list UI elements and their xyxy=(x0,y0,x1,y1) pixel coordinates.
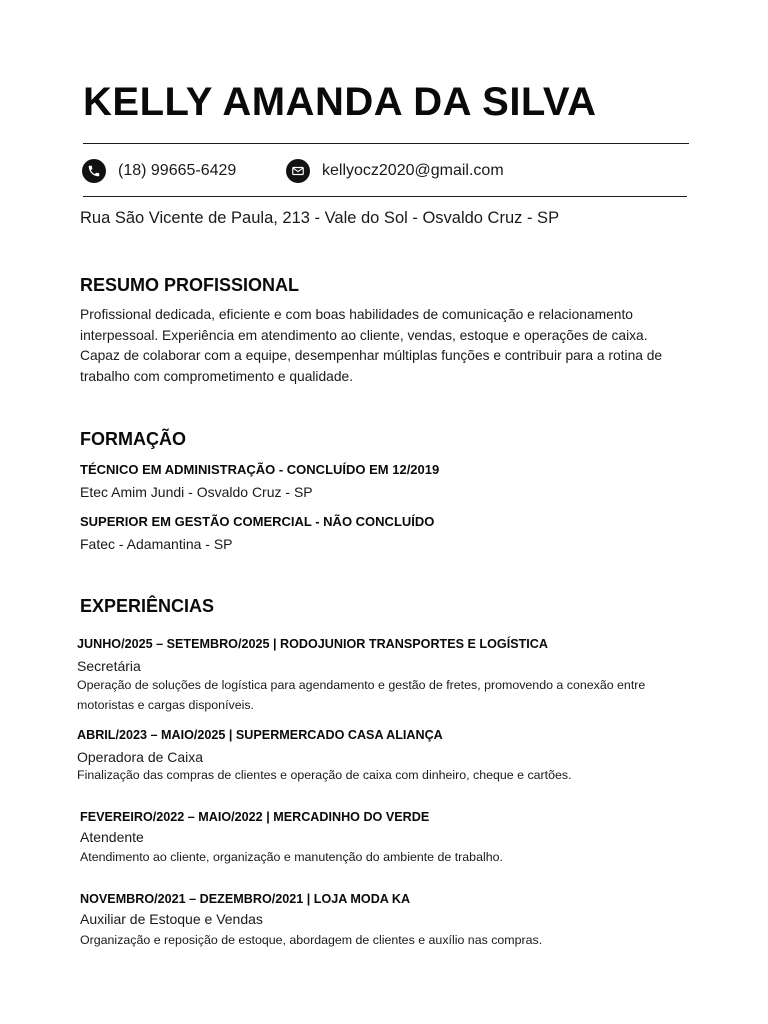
experience-heading: ABRIL/2023 – MAIO/2025 | SUPERMERCADO CASA ALIANÇA xyxy=(77,728,443,742)
contact-email xyxy=(286,159,504,183)
envelope-icon xyxy=(286,159,310,183)
experience-heading: FEVEREIRO/2022 – MAIO/2022 | MERCADINHO DO VERDE xyxy=(80,810,430,824)
education-title: FORMAÇÃO xyxy=(80,429,186,449)
experience-description: Operação de soluções de logística para agendamento e gestão de fretes, promovendo a conexão entre motoristas e cargas disponíveis. xyxy=(77,678,646,712)
experience-heading: JUNHO/2025 – SETEMBRO/2025 | RODOJUNIOR TRANSPORTES E LOGÍSTICA xyxy=(77,637,548,651)
header-divider-bottom xyxy=(83,196,687,197)
education-institution: Fatec - Adamantina - SP xyxy=(80,536,233,552)
education-course: TÉCNICO EM ADMINISTRAÇÃO - CONCLUÍDO EM 12/2019 xyxy=(80,462,440,477)
experience-description: Atendimento ao cliente, organização e manutenção do ambiente de trabalho. xyxy=(80,850,503,864)
address: Rua São Vicente de Paula, 213 - Vale do Sol - Osvaldo Cruz - SP xyxy=(80,209,560,227)
candidate-name: KELLY AMANDA DA SILVA xyxy=(83,80,597,124)
summary-text: Profissional dedicada, eficiente e com boas habilidades de comunicação e relacionamento interpessoal. Experiência em atendimento ao cliente, vendas, estoque e operações de caixa. Capaz de colaborar com a equipe, desempenhar múltiplas funções e contribuir para a rotina de trabalho com comprometimento e qualidade. xyxy=(80,307,663,384)
summary-title: RESUMO PROFISSIONAL xyxy=(80,275,300,295)
experience-title: EXPERIÊNCIAS xyxy=(80,596,215,616)
phone-icon xyxy=(82,159,106,183)
education-course: SUPERIOR EM GESTÃO COMERCIAL - NÃO CONCLUÍDO xyxy=(80,514,435,529)
experience-heading: NOVEMBRO/2021 – DEZEMBRO/2021 | LOJA MODA KA xyxy=(80,892,411,906)
contact-phone xyxy=(82,159,236,183)
email-address: kellyocz2020@gmail.com xyxy=(322,162,504,179)
education-institution: Etec Amim Jundi - Osvaldo Cruz - SP xyxy=(80,484,313,500)
header-divider-top xyxy=(83,143,689,144)
experience-role: Operadora de Caixa xyxy=(77,749,204,765)
experience-description: Finalização das compras de clientes e operação de caixa com dinheiro, cheque e cartões. xyxy=(77,768,572,782)
phone-number: (18) 99665-6429 xyxy=(118,162,237,179)
experience-description: Organização e reposição de estoque, abordagem de clientes e auxílio nas compras. xyxy=(80,933,543,947)
experience-role: Atendente xyxy=(80,829,144,845)
experience-role: Auxiliar de Estoque e Vendas xyxy=(80,911,263,927)
experience-role: Secretária xyxy=(77,658,141,674)
